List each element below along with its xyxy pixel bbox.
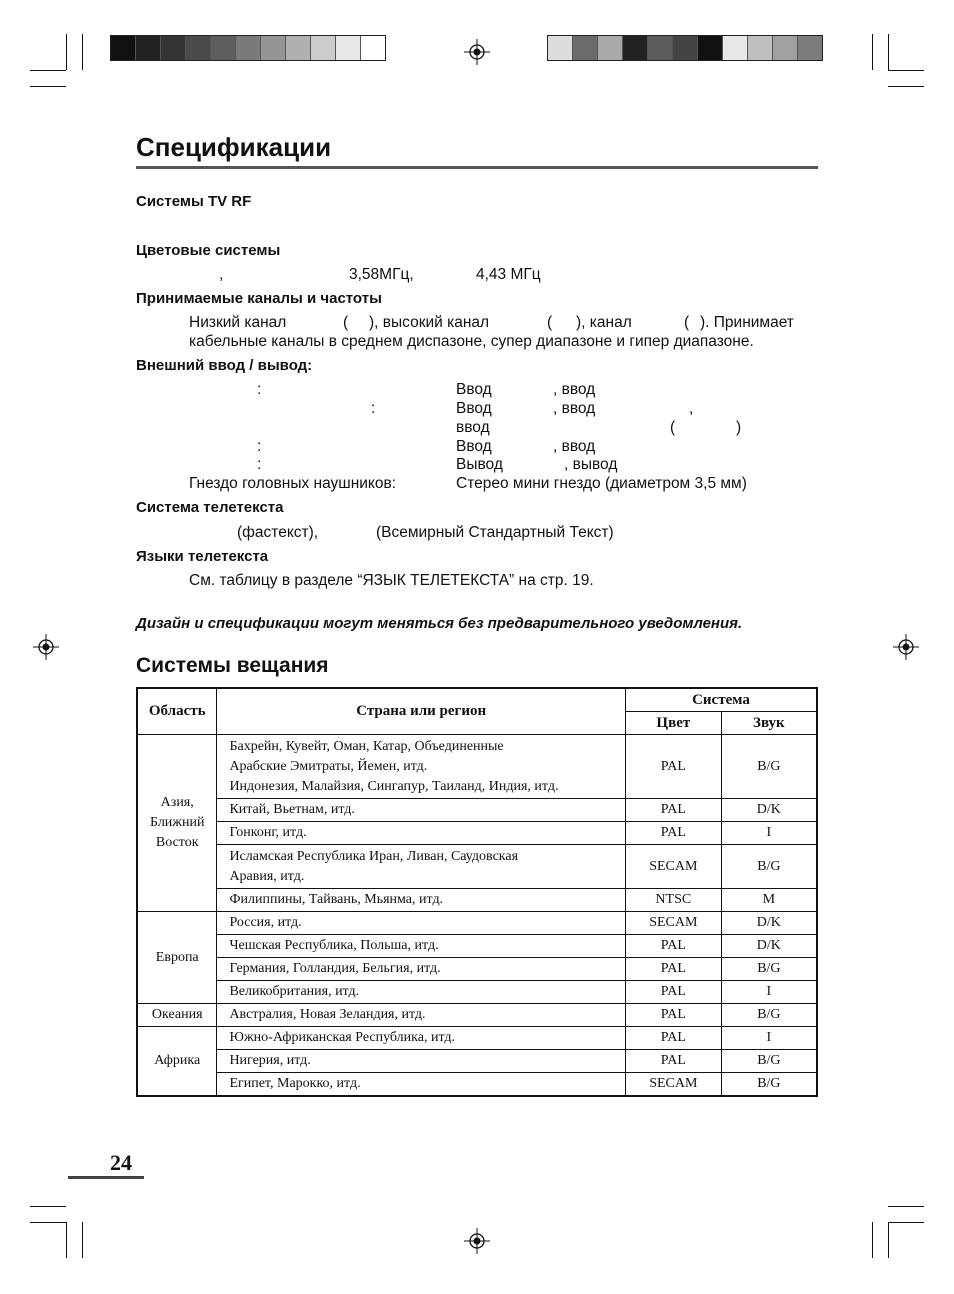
- title-rule: [136, 166, 818, 169]
- io-value: , ввод: [553, 381, 596, 398]
- registration-mark-icon: [464, 1228, 490, 1254]
- country-cell: Австралия, Новая Зеландия, итд.: [217, 1004, 625, 1027]
- sound-system-cell: D/K: [721, 912, 817, 935]
- table-row: [137, 958, 817, 981]
- page-number: 24: [110, 1150, 132, 1175]
- crop-mark: [888, 1222, 924, 1223]
- country-cell: Чешская Республика, Польша, итд.: [217, 935, 625, 958]
- sound-system-cell: B/G: [721, 845, 817, 889]
- io-colon: :: [257, 438, 262, 455]
- table-row: [137, 1027, 817, 1050]
- io-colon: :: [257, 456, 262, 473]
- crop-mark: [66, 1222, 67, 1258]
- header-system: Система: [625, 688, 817, 712]
- region-cell: Океания: [137, 1004, 217, 1027]
- color-swatch: [236, 36, 261, 60]
- color-swatch: [136, 36, 161, 60]
- crop-mark: [888, 34, 889, 70]
- io-value: , ввод: [553, 438, 596, 455]
- color-swatch: [186, 36, 211, 60]
- color-system-cell: PAL: [625, 1027, 721, 1050]
- teletext-languages-value: См. таблицу в разделе “ЯЗЫК ТЕЛЕТЕКСТА” на стр. 19.: [189, 572, 594, 589]
- color-system-cell: PAL: [625, 1004, 721, 1027]
- sound-system-cell: I: [721, 1027, 817, 1050]
- sound-system-cell: I: [721, 822, 817, 845]
- channels-text: ), канал: [576, 314, 632, 331]
- sound-system-cell: B/G: [721, 735, 817, 799]
- color-swatch: [548, 36, 573, 60]
- region-cell: Африка: [137, 1027, 217, 1096]
- registration-mark-icon: [464, 39, 490, 65]
- country-cell: Гонконг, итд.: [217, 822, 625, 845]
- color-system-cell: SECAM: [625, 912, 721, 935]
- io-value: ): [736, 419, 742, 436]
- io-value: Ввод: [456, 438, 492, 455]
- color-system-cell: PAL: [625, 935, 721, 958]
- header-country: Страна или регион: [217, 688, 625, 735]
- table-row: [137, 822, 817, 845]
- io-value: Ввод: [456, 381, 492, 398]
- broadcast-systems-table: [136, 687, 818, 1097]
- crop-mark: [888, 86, 924, 87]
- region-cell: Азия, Ближний Восток: [137, 735, 217, 912]
- color-swatch: [773, 36, 798, 60]
- color-system-cell: NTSC: [625, 889, 721, 912]
- country-cell: Исламская Республика Иран, Ливан, Саудовская Аравия, итд.: [217, 845, 625, 889]
- crop-mark: [30, 86, 66, 87]
- color-system-cell: PAL: [625, 1050, 721, 1073]
- table-row: [137, 1050, 817, 1073]
- section-heading-color-systems: Цветовые системы: [136, 242, 281, 259]
- country-cell: Нигерия, итд.: [217, 1050, 625, 1073]
- crop-mark: [872, 1222, 873, 1258]
- table-row: [137, 912, 817, 935]
- section-heading-tv-rf: Системы TV RF: [136, 193, 252, 210]
- crop-mark: [30, 1206, 66, 1207]
- headphone-value: Стерео мини гнездо (диаметром 3,5 мм): [456, 475, 747, 492]
- color-systems-comma: ,: [219, 266, 224, 283]
- color-swatch: [748, 36, 773, 60]
- registration-mark-icon: [893, 634, 919, 660]
- teletext-system-value: (фастекст),: [237, 524, 319, 541]
- section-heading-teletext-system: Система телетекста: [136, 499, 284, 516]
- io-value: (: [670, 419, 676, 436]
- disclaimer-note: Дизайн и спецификации могут меняться без предварительного уведомления.: [136, 615, 743, 632]
- crop-mark: [872, 34, 873, 70]
- country-cell: Южно-Африканская Республика, итд.: [217, 1027, 625, 1050]
- crop-mark: [888, 1206, 924, 1207]
- page-number-rule: [68, 1176, 144, 1179]
- color-system-cell: PAL: [625, 981, 721, 1004]
- table-row: [137, 799, 817, 822]
- color-swatch: [111, 36, 136, 60]
- country-cell: Бахрейн, Кувейт, Оман, Катар, Объединенные Арабские Эмитраты, Йемен, итд. Индонезия, Малайзия, Сингапур, Таиланд, Индия, итд.: [217, 735, 625, 799]
- color-swatch: [336, 36, 361, 60]
- io-colon: :: [371, 400, 376, 417]
- table-row: [137, 935, 817, 958]
- region-cell: Европа: [137, 912, 217, 1004]
- io-value: , вывод: [564, 456, 618, 473]
- color-systems-freq2: 4,43 МГц: [476, 266, 541, 283]
- country-cell: Китай, Вьетнам, итд.: [217, 799, 625, 822]
- table-row: [137, 889, 817, 912]
- section-heading-channels: Принимаемые каналы и частоты: [136, 290, 382, 307]
- color-swatch: [573, 36, 598, 60]
- io-value: , ввод: [553, 400, 596, 417]
- header-color: Цвет: [625, 712, 721, 735]
- color-system-cell: PAL: [625, 735, 721, 799]
- broadcast-systems-title: Системы вещания: [136, 654, 329, 677]
- color-swatch: [211, 36, 236, 60]
- channels-text: (: [547, 314, 553, 331]
- color-system-cell: PAL: [625, 799, 721, 822]
- channels-text: (: [684, 314, 690, 331]
- color-system-cell: PAL: [625, 958, 721, 981]
- sound-system-cell: D/K: [721, 935, 817, 958]
- gray-scale-strip: [110, 35, 386, 61]
- crop-mark: [82, 1222, 83, 1258]
- color-swatch: [261, 36, 286, 60]
- color-swatch: [623, 36, 648, 60]
- io-colon: :: [257, 381, 262, 398]
- table-row: [137, 845, 817, 889]
- sound-system-cell: D/K: [721, 799, 817, 822]
- table-row: [137, 981, 817, 1004]
- crop-mark: [66, 34, 67, 70]
- io-value: ввод: [456, 419, 490, 436]
- io-value: Ввод: [456, 400, 492, 417]
- headphone-label: Гнездо головных наушников:: [189, 475, 397, 492]
- color-swatch: [698, 36, 723, 60]
- section-heading-teletext-languages: Языки телетекста: [136, 548, 269, 565]
- country-cell: Россия, итд.: [217, 912, 625, 935]
- sound-system-cell: B/G: [721, 958, 817, 981]
- color-systems-freq1: 3,58МГц,: [349, 266, 414, 283]
- crop-mark: [30, 1222, 66, 1223]
- section-heading-io: Внешний ввод / вывод:: [136, 357, 313, 374]
- table-row: [137, 1004, 817, 1027]
- table-row: [137, 1073, 817, 1096]
- crop-mark: [888, 1222, 889, 1258]
- country-cell: Филиппины, Тайвань, Мьянма, итд.: [217, 889, 625, 912]
- color-swatch: [161, 36, 186, 60]
- channels-text: Низкий канал: [189, 314, 287, 331]
- header-sound: Звук: [721, 712, 817, 735]
- teletext-system-value: (Всемирный Стандартный Текст): [376, 524, 614, 541]
- channels-text: кабельные каналы в среднем диспазоне, супер диапазоне и гипер диапазоне.: [189, 333, 754, 350]
- sound-system-cell: B/G: [721, 1004, 817, 1027]
- color-swatch: [798, 36, 822, 60]
- country-cell: Германия, Голландия, Бельгия, итд.: [217, 958, 625, 981]
- crop-mark: [888, 70, 924, 71]
- color-swatch: [286, 36, 311, 60]
- country-cell: Великобритания, итд.: [217, 981, 625, 1004]
- header-area: Область: [137, 688, 217, 735]
- broadcast-table-body: [137, 735, 817, 1096]
- sound-system-cell: B/G: [721, 1050, 817, 1073]
- sound-system-cell: B/G: [721, 1073, 817, 1096]
- color-swatch: [598, 36, 623, 60]
- io-value: Вывод: [456, 456, 503, 473]
- crop-mark: [30, 70, 66, 71]
- sound-system-cell: I: [721, 981, 817, 1004]
- io-value: ,: [689, 400, 694, 417]
- color-system-cell: SECAM: [625, 845, 721, 889]
- color-swatch: [311, 36, 336, 60]
- channels-text: (: [343, 314, 349, 331]
- color-swatch: [723, 36, 748, 60]
- channels-text: ). Принимает: [700, 314, 794, 331]
- channels-text: ), высокий канал: [369, 314, 490, 331]
- crop-mark: [82, 34, 83, 70]
- color-swatch: [673, 36, 698, 60]
- color-system-cell: SECAM: [625, 1073, 721, 1096]
- color-swatch: [361, 36, 385, 60]
- color-system-cell: PAL: [625, 822, 721, 845]
- page-title: Спецификации: [136, 132, 332, 162]
- table-row: [137, 735, 817, 799]
- color-swatch: [648, 36, 673, 60]
- country-cell: Египет, Марокко, итд.: [217, 1073, 625, 1096]
- color-bar-strip: [547, 35, 823, 61]
- sound-system-cell: M: [721, 889, 817, 912]
- registration-mark-icon: [33, 634, 59, 660]
